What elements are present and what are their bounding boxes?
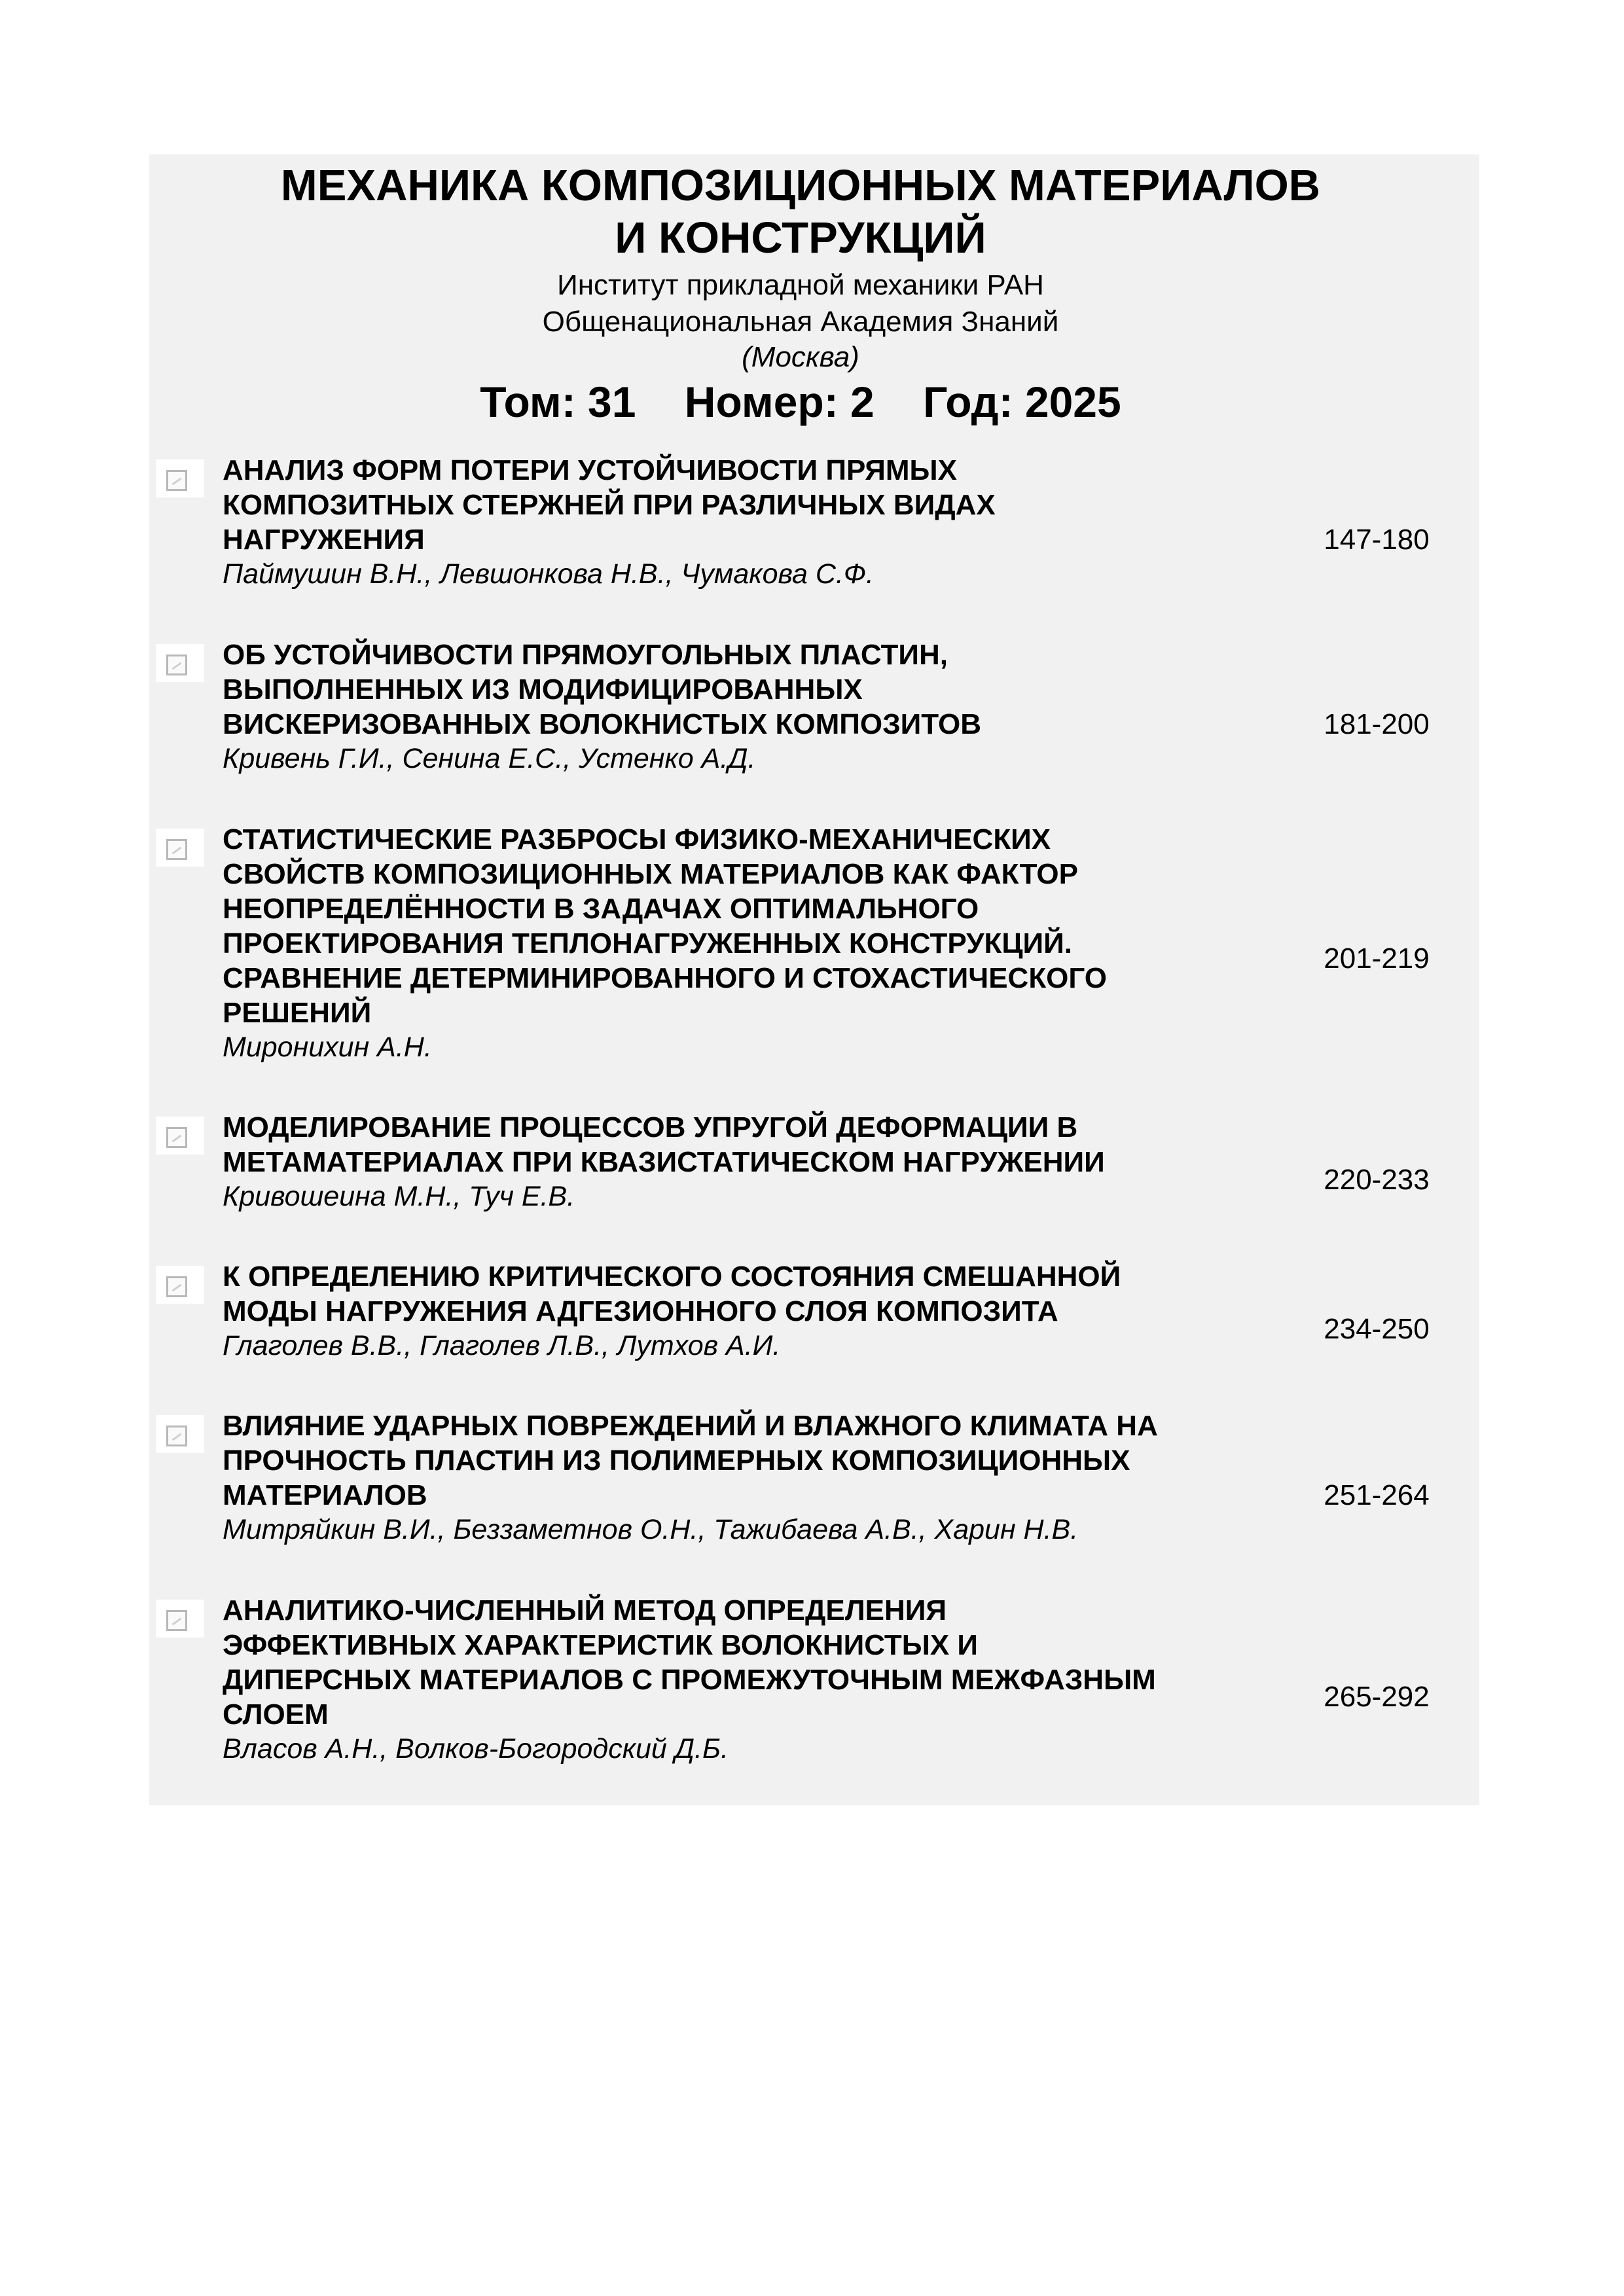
article-title[interactable]: ВЛИЯНИЕ УДАРНЫХ ПОВРЕЖДЕНИЙ И ВЛАЖНОГО КЛИМАТА НА ПРОЧНОСТЬ ПЛАСТИН ИЗ ПОЛИМЕРНЫХ КОМПОЗИЦИОННЫХ МАТЕРИАЛОВ — [223, 1410, 1158, 1511]
article-pages: 234-250 — [1324, 1313, 1430, 1345]
article-authors: Власов А.Н., Волков-Богородский Д.Б. — [223, 1733, 729, 1765]
checkbox-icon — [166, 470, 187, 491]
article-pages: 220-233 — [1324, 1164, 1430, 1196]
issue-info — [149, 376, 1452, 428]
article-authors: Митряйкин В.И., Беззаметнов О.Н., Тажибаева А.В., Харин Н.В. — [223, 1514, 1079, 1545]
article-authors: Глаголев В.В., Глаголев Л.В., Лутхов А.И. — [223, 1330, 781, 1361]
article-checkbox[interactable] — [156, 1117, 204, 1155]
article-authors: Кривень Г.И., Сенина Е.С., Устенко А.Д. — [223, 743, 756, 774]
article-title[interactable]: АНАЛИТИКО-ЧИСЛЕННЫЙ МЕТОД ОПРЕДЕЛЕНИЯ ЭФФЕКТИВНЫХ ХАРАКТЕРИСТИК ВОЛОКНИСТЫХ И ДИПЕРСНЫХ МАТЕРИАЛОВ С ПРОМЕЖУТОЧНЫМ МЕЖФАЗНЫМ СЛОЕМ — [223, 1594, 1156, 1731]
checkbox-icon — [166, 839, 187, 860]
article-pages: 147-180 — [1324, 524, 1430, 556]
issue-year: Год: 2025 — [923, 378, 1121, 426]
article-checkbox[interactable] — [156, 459, 204, 497]
article-authors: Миронихин А.Н. — [223, 1031, 432, 1063]
checkbox-icon — [166, 655, 187, 675]
checkbox-icon — [166, 1276, 187, 1297]
article-title[interactable]: МОДЕЛИРОВАНИЕ ПРОЦЕССОВ УПРУГОЙ ДЕФОРМАЦИИ В МЕТАМАТЕРИАЛАХ ПРИ КВАЗИСТАТИЧЕСКОМ НАГРУЖЕНИИ — [223, 1111, 1105, 1178]
article-pages: 181-200 — [1324, 708, 1430, 740]
article-pages: 251-264 — [1324, 1479, 1430, 1511]
article-pages: 265-292 — [1324, 1681, 1430, 1713]
article-checkbox[interactable] — [156, 644, 204, 682]
article-authors: Паймушин В.Н., Левшонкова Н.В., Чумакова С.Ф. — [223, 558, 874, 590]
checkbox-icon — [166, 1610, 187, 1631]
article-checkbox[interactable] — [156, 1600, 204, 1638]
issue-number: Номер: 2 — [684, 378, 875, 426]
article-title[interactable]: АНАЛИЗ ФОРМ ПОТЕРИ УСТОЙЧИВОСТИ ПРЯМЫХ КОМПОЗИТНЫХ СТЕРЖНЕЙ ПРИ РАЗЛИЧНЫХ ВИДАХ НАГРУЖЕНИЯ — [223, 454, 996, 556]
checkbox-icon — [166, 1127, 187, 1148]
article-title[interactable]: К ОПРЕДЕЛЕНИЮ КРИТИЧЕСКОГО СОСТОЯНИЯ СМЕШАННОЙ МОДЫ НАГРУЖЕНИЯ АДГЕЗИОННОГО СЛОЯ КОМПОЗИТА — [223, 1261, 1121, 1327]
article-pages: 201-219 — [1324, 942, 1430, 975]
article-checkbox[interactable] — [156, 1415, 204, 1453]
article-title[interactable]: ОБ УСТОЙЧИВОСТИ ПРЯМОУГОЛЬНЫХ ПЛАСТИН, ВЫПОЛНЕННЫХ ИЗ МОДИФИЦИРОВАННЫХ ВИСКЕРИЗОВАННЫХ ВОЛОКНИСТЫХ КОМПОЗИТОВ — [223, 639, 982, 740]
article-checkbox[interactable] — [156, 1266, 204, 1304]
institute-name: Институт прикладной механики РАН — [557, 269, 1044, 301]
city-name: (Москва) — [742, 341, 859, 373]
article-authors: Кривошеина М.Н., Туч Е.В. — [223, 1181, 575, 1212]
checkbox-icon — [166, 1426, 187, 1446]
article-title[interactable]: СТАТИСТИЧЕСКИЕ РАЗБРОСЫ ФИЗИКО-МЕХАНИЧЕСКИХ СВОЙСТВ КОМПОЗИЦИОННЫХ МАТЕРИАЛОВ КАК ФАКТОР НЕОПРЕДЕЛЁННОСТИ В ЗАДАЧАХ ОПТИМАЛЬНОГО ПРОЕКТИРОВАНИЯ ТЕПЛОНАГРУЖЕННЫХ КОНСТРУКЦИЙ. СРАВНЕНИЕ ДЕТЕРМИНИРОВАННОГО И СТОХАСТИЧЕСКОГО РЕШЕНИЙ — [223, 823, 1107, 1029]
issue-volume: Том: 31 — [480, 378, 636, 426]
academy-name: Общенациональная Академия Знаний — [542, 306, 1059, 338]
journal-title: МЕХАНИКА КОМПОЗИЦИОННЫХ МАТЕРИАЛОВ И КОНСТРУКЦИЙ — [280, 161, 1321, 262]
article-checkbox[interactable] — [156, 829, 204, 867]
